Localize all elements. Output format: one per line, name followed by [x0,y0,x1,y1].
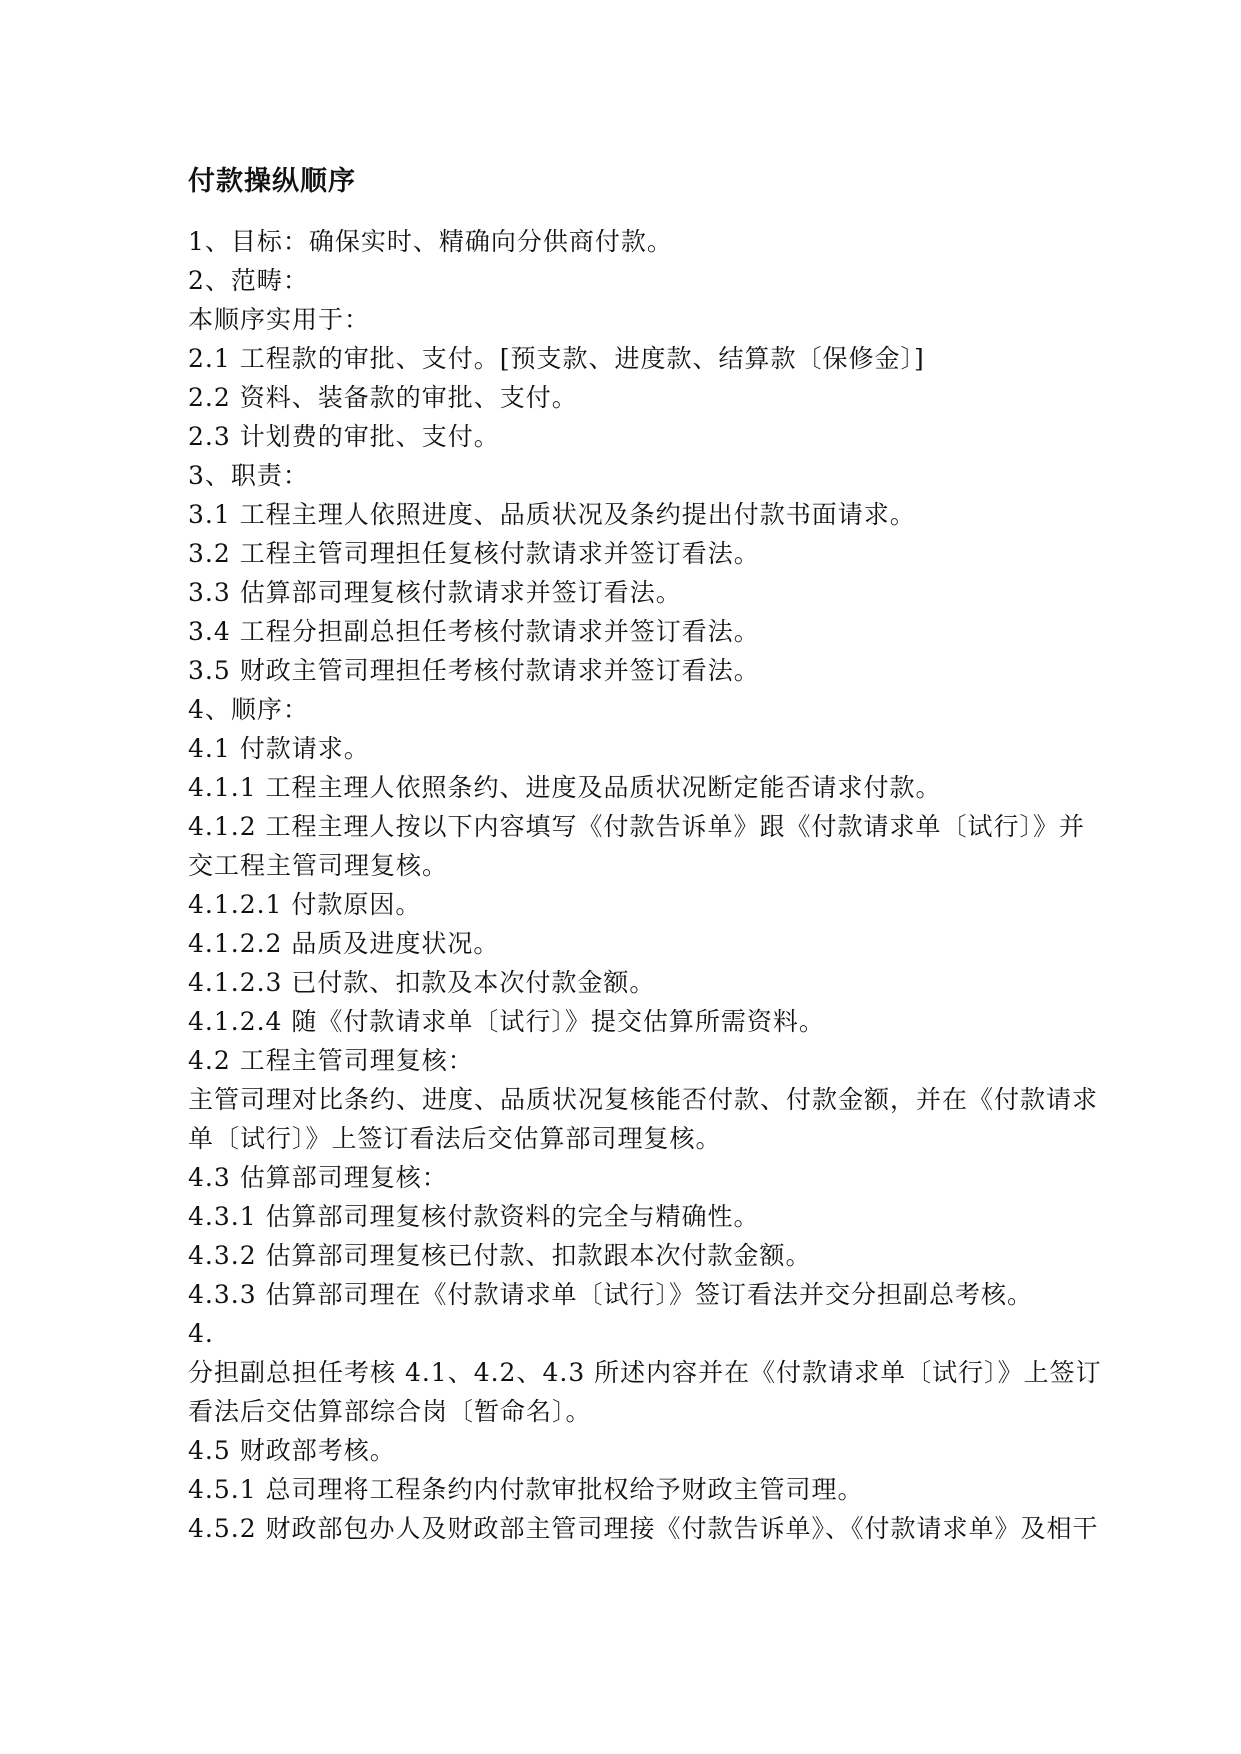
body-line: 3、职责： [188,461,309,490]
body-line: 4.1.2.1 付款原因。 [188,890,422,919]
body-line: 主管司理对比条约、进度、品质状况复核能否付款、付款金额，并在《付款请求 [188,1085,1099,1114]
body-line: 单〔试行〕》上签订看法后交估算部司理复核。 [188,1124,722,1153]
body-line: 4.3.1 估算部司理复核付款资料的完全与精确性。 [188,1202,760,1231]
body-line: 看法后交估算部综合岗〔暂命名〕。 [188,1397,592,1426]
body-line: 3.4 工程分担副总担任考核付款请求并签订看法。 [188,617,760,646]
body-line: 3.5 财政主管司理担任考核付款请求并签订看法。 [188,656,760,685]
document-body [188,222,1102,1548]
body-line: 4.3.3 估算部司理在《付款请求单〔试行〕》签订看法并交分担副总考核。 [188,1280,1034,1309]
body-line: 3.3 估算部司理复核付款请求并签订看法。 [188,578,682,607]
body-line: 4.3.2 估算部司理复核已付款、扣款跟本次付款金额。 [188,1241,812,1270]
body-line: 分担副总担任考核 4.1、4.2、4.3 所述内容并在《付款请求单〔试行〕》上签订 [188,1358,1102,1387]
body-line: 交工程主管司理复核。 [188,851,449,880]
body-line: 3.2 工程主管司理担任复核付款请求并签订看法。 [188,539,760,568]
body-line: 4.1.1 工程主理人依照条约、进度及品质状况断定能否请求付款。 [188,773,942,802]
body-line: 4.1.2.4 随《付款请求单〔试行〕》提交估算所需资料。 [188,1007,825,1036]
body-line: 2.3 计划费的审批、支付。 [188,422,500,451]
body-line: 4.5.2 财政部包办人及财政部主管司理接《付款告诉单》、《付款请求单》及相干 [188,1514,1099,1543]
body-line: 4.5 财政部考核。 [188,1436,396,1465]
body-line: 4.5.1 总司理将工程条约内付款审批权给予财政主管司理。 [188,1475,864,1504]
body-line: 4.1.2 工程主理人按以下内容填写《付款告诉单》跟《付款请求单〔试行〕》并 [188,812,1086,841]
body-line: 2.2 资料、装备款的审批、支付。 [188,383,578,412]
body-line: 3.1 工程主理人依照进度、品质状况及条约提出付款书面请求。 [188,500,916,529]
body-line: 1、目标：确保实时、精确向分供商付款。 [188,227,673,256]
body-line: 4、顺序： [188,695,309,724]
body-line: 4.3 估算部司理复核： [188,1163,448,1192]
body-line: 本顺序实用于： [188,305,371,334]
body-line: 2.1 工程款的审批、支付。[预支款、进度款、结算款〔保修金〕] [188,344,925,373]
body-line: 4. [188,1319,214,1348]
body-line: 4.1 付款请求。 [188,734,370,763]
body-line: 4.1.2.3 已付款、扣款及本次付款金额。 [188,968,656,997]
body-line: 4.1.2.2 品质及进度状况。 [188,929,500,958]
body-line: 2、范畴： [188,266,309,295]
document-title: 付款操纵顺序 [188,166,356,197]
body-line: 4.2 工程主管司理复核： [188,1046,474,1075]
